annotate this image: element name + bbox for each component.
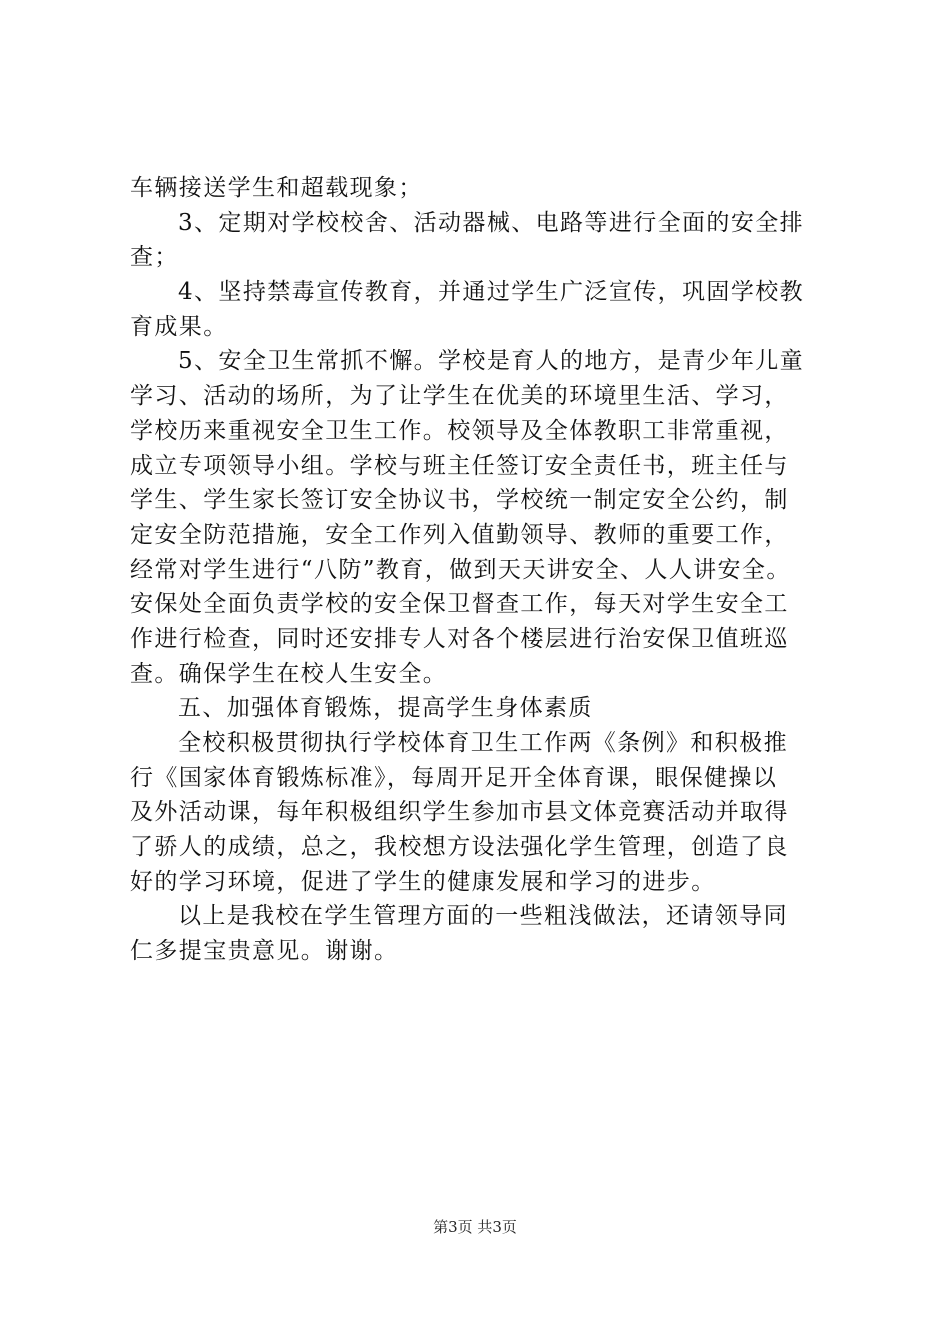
- text-line: 育成果。: [130, 313, 228, 340]
- section-heading: 五、加强体育锻炼，提高学生身体素质: [178, 695, 593, 722]
- text-line: 5、安全卫生常抓不懈。学校是育人的地方，是青少年儿童: [178, 348, 805, 375]
- text-line: 了骄人的成绩，总之，我校想方设法强化学生管理，创造了良: [130, 834, 789, 861]
- text-line: 以上是我校在学生管理方面的一些粗浅做法，还请领导同: [178, 903, 788, 930]
- text-line: 车辆接送学生和超载现象；: [130, 175, 423, 201]
- text-line: 学习、活动的场所，为了让学生在优美的环境里生活、学习，: [130, 383, 789, 410]
- text-line: 查。确保学生在校人生安全。: [130, 660, 448, 687]
- text-line: 定安全防范措施，安全工作列入值勤领导、教师的重要工作，: [130, 521, 789, 548]
- text-line: 经常对学生进行“八防”教育，做到天天讲安全、人人讲安全。: [130, 556, 791, 583]
- text-line: 作进行检查，同时还安排专人对各个楼层进行治安保卫值班巡: [130, 625, 789, 652]
- text-line: 好的学习环境，促进了学生的健康发展和学习的进步。: [130, 868, 716, 895]
- document-body: [130, 171, 830, 969]
- text-line: 查；: [130, 244, 179, 271]
- text-line: 行《国家体育锻炼标准》，每周开足开全体育课，眼保健操以: [130, 764, 778, 791]
- text-line: 及外活动课，每年积极组织学生参加市县文体竞赛活动并取得: [130, 799, 789, 826]
- page-number-footer: 第3页 共3页: [433, 1218, 517, 1236]
- text-line: 学生、学生家长签订安全协议书，学校统一制定安全公约，制: [130, 487, 789, 514]
- text-line: 仁多提宝贵意见。谢谢。: [130, 938, 399, 965]
- text-line: 安保处全面负责学校的安全保卫督查工作，每天对学生安全工: [130, 591, 789, 618]
- text-line: 3、定期对学校校舍、活动器械、电路等进行全面的安全排: [178, 209, 805, 236]
- text-line: 成立专项领导小组。学校与班主任签订安全责任书，班主任与: [130, 452, 789, 479]
- text-line: 全校积极贯彻执行学校体育卫生工作两《条例》和积极推: [178, 730, 788, 756]
- text-line: 学校历来重视安全卫生工作。校领导及全体教职工非常重视，: [130, 417, 789, 444]
- text-line: 4、坚持禁毒宣传教育，并通过学生广泛宣传，巩固学校教: [178, 279, 805, 306]
